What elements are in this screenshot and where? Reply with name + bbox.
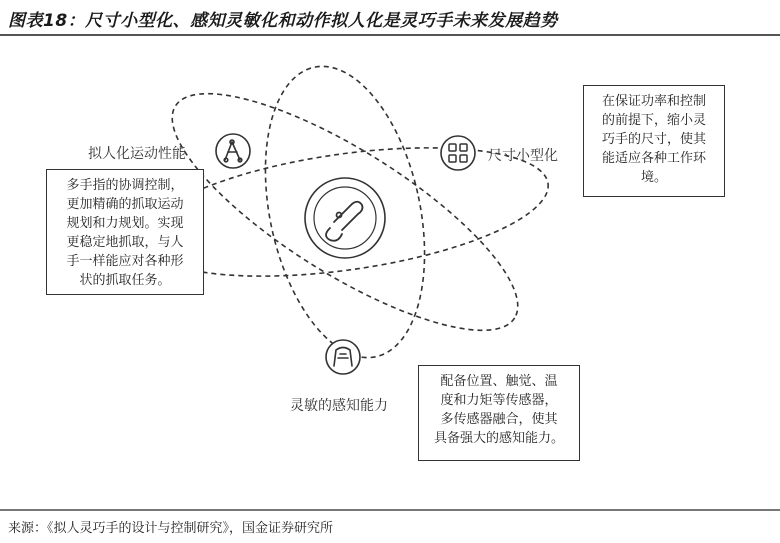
sensing-description-box	[418, 365, 580, 461]
box-line: 手一样能应对各种形	[66, 254, 184, 269]
box-line: 更稳定地抓取，与人	[66, 235, 184, 250]
label-sensing: 灵敏的感知能力	[290, 398, 388, 414]
box-line: 境。	[640, 170, 667, 185]
box-line: 度和力矩等传感器，	[440, 393, 558, 408]
figure-title: 图表18：尺寸小型化、感知灵敏化和动作拟人化是灵巧手未来发展趋势	[8, 11, 558, 31]
miniaturization-description-box	[583, 85, 725, 197]
node-miniaturization	[441, 136, 475, 170]
box-line: 能适应各种工作环	[601, 151, 706, 166]
label-miniaturization: 尺寸小型化	[488, 148, 558, 164]
box-line: 巧手的尺寸，使其	[601, 132, 706, 147]
box-line: 具备强大的感知能力。	[433, 431, 564, 446]
center-hub	[305, 178, 385, 258]
node-anthropomorphic	[216, 134, 250, 168]
source-note: 来源：《拟人灵巧手的设计与控制研究》，国金证券研究所	[8, 521, 334, 536]
box-line: 状的抓取任务。	[79, 273, 171, 288]
node-sensing	[326, 340, 360, 374]
box-line: 多手指的协调控制，	[66, 178, 184, 193]
box-line: 更加精确的抓取运动	[66, 197, 184, 212]
box-line: 配备位置、触觉、温	[440, 374, 558, 389]
box-line: 在保证功率和控制	[601, 94, 706, 109]
footer-divider	[0, 509, 780, 511]
box-line: 多传感器融合，使其	[440, 412, 558, 427]
label-anthropomorphic: 拟人化运动性能	[88, 146, 186, 162]
box-line: 规划和力规划。实现	[66, 216, 184, 231]
box-line: 的前提下，缩小灵	[601, 113, 706, 128]
anthropomorphic-description-box	[46, 169, 204, 295]
